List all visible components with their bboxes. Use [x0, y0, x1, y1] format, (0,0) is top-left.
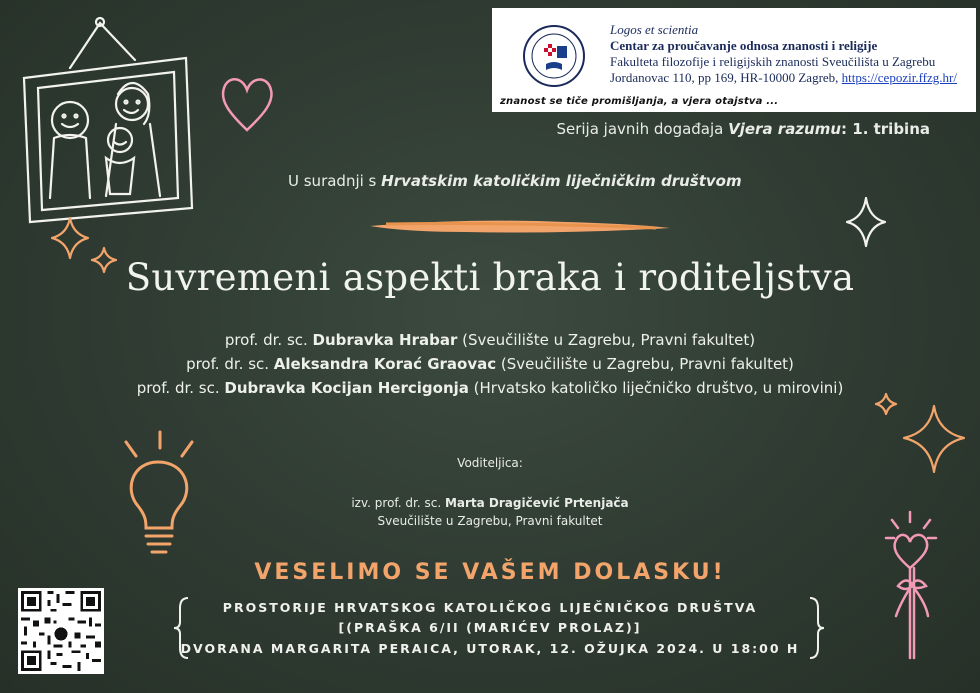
qr-code-icon[interactable] — [18, 588, 104, 674]
moderator-label: Voditeljica: — [457, 456, 523, 470]
speaker-item — [0, 376, 980, 400]
speaker-list — [0, 328, 980, 400]
speaker-title: prof. dr. sc. — [224, 331, 313, 349]
speaker-affiliation: (Sveučilište u Zagrebu, Pravni fakultet) — [457, 331, 756, 349]
center-tagline: znanost se tiče promišljanja, a vjera otajstva ... — [500, 96, 779, 107]
family-frame-icon — [10, 8, 195, 238]
speaker-name: Dubravka Hrabar — [312, 331, 458, 349]
cooperation-prefix: U suradnji s — [288, 172, 382, 190]
speaker-item — [0, 328, 980, 352]
center-website-link[interactable]: https://cepozir.ffzg.hr/ — [841, 70, 957, 85]
moderator-title: izv. prof. dr. sc. — [351, 496, 445, 510]
speaker-name: Aleksandra Korać Graovac — [273, 355, 497, 373]
venue-line-2: [(PRAŠKA 6/II (MARIĆEV PROLAZ)] — [338, 620, 642, 635]
university-seal-icon — [522, 24, 586, 88]
venue-line-3: DVORANA MARGARITA PERAICA, UTORAK, 12. OŽUJKA 2024. U 18:00 H — [180, 641, 800, 656]
speaker-item — [0, 352, 980, 376]
series-prefix: Serija javnih događaja — [556, 120, 729, 138]
event-series — [556, 120, 930, 138]
lightbulb-icon — [112, 428, 204, 558]
center-name: Centar za proučavanje odnosa znanosti i religije — [610, 38, 878, 53]
chalk-underline — [366, 214, 674, 238]
center-info — [610, 22, 957, 86]
speaker-affiliation: (Hrvatsko katoličko liječničko društvo, u mirovini) — [468, 379, 844, 397]
speaker-title: prof. dr. sc. — [186, 355, 274, 373]
cooperation-line — [288, 172, 742, 190]
speaker-affiliation: (Sveučilište u Zagrebu, Pravni fakultet) — [496, 355, 794, 373]
header-logo-box — [492, 8, 976, 112]
welcome-heading: VESELIMO SE VAŠEM DOLASKU! — [254, 560, 726, 585]
sparkle-icon — [845, 196, 887, 248]
moderator-affiliation: Sveučilište u Zagrebu, Pravni fakultet — [377, 514, 603, 528]
center-address-line — [610, 70, 957, 86]
center-motto: Logos et scientia — [610, 22, 699, 37]
faculty-name: Fakulteta filozofije i religijskih znanosti Sveučilišta u Zagrebu — [610, 54, 936, 69]
moderator-line — [0, 496, 980, 510]
center-address: Jordanovac 110, pp 169, HR-10000 Zagreb, — [610, 70, 842, 85]
moderator-name: Marta Dragičević Prtenjača — [444, 496, 629, 510]
series-name: Vjera razumu — [728, 120, 842, 138]
speaker-name: Dubravka Kocijan Hercigonja — [224, 379, 469, 397]
cooperation-partner: Hrvatskim katoličkim liječničkim društvom — [381, 172, 742, 190]
venue-line-1: PROSTORIJE HRVATSKOG KATOLIČKOG LIJEČNIČKOG DRUŠTVA — [222, 600, 758, 615]
heart-icon — [218, 72, 276, 134]
event-title: Suvremeni aspekti braka i roditeljstva — [125, 256, 855, 299]
speaker-title: prof. dr. sc. — [136, 379, 225, 397]
series-suffix: : 1. tribina — [841, 120, 930, 138]
